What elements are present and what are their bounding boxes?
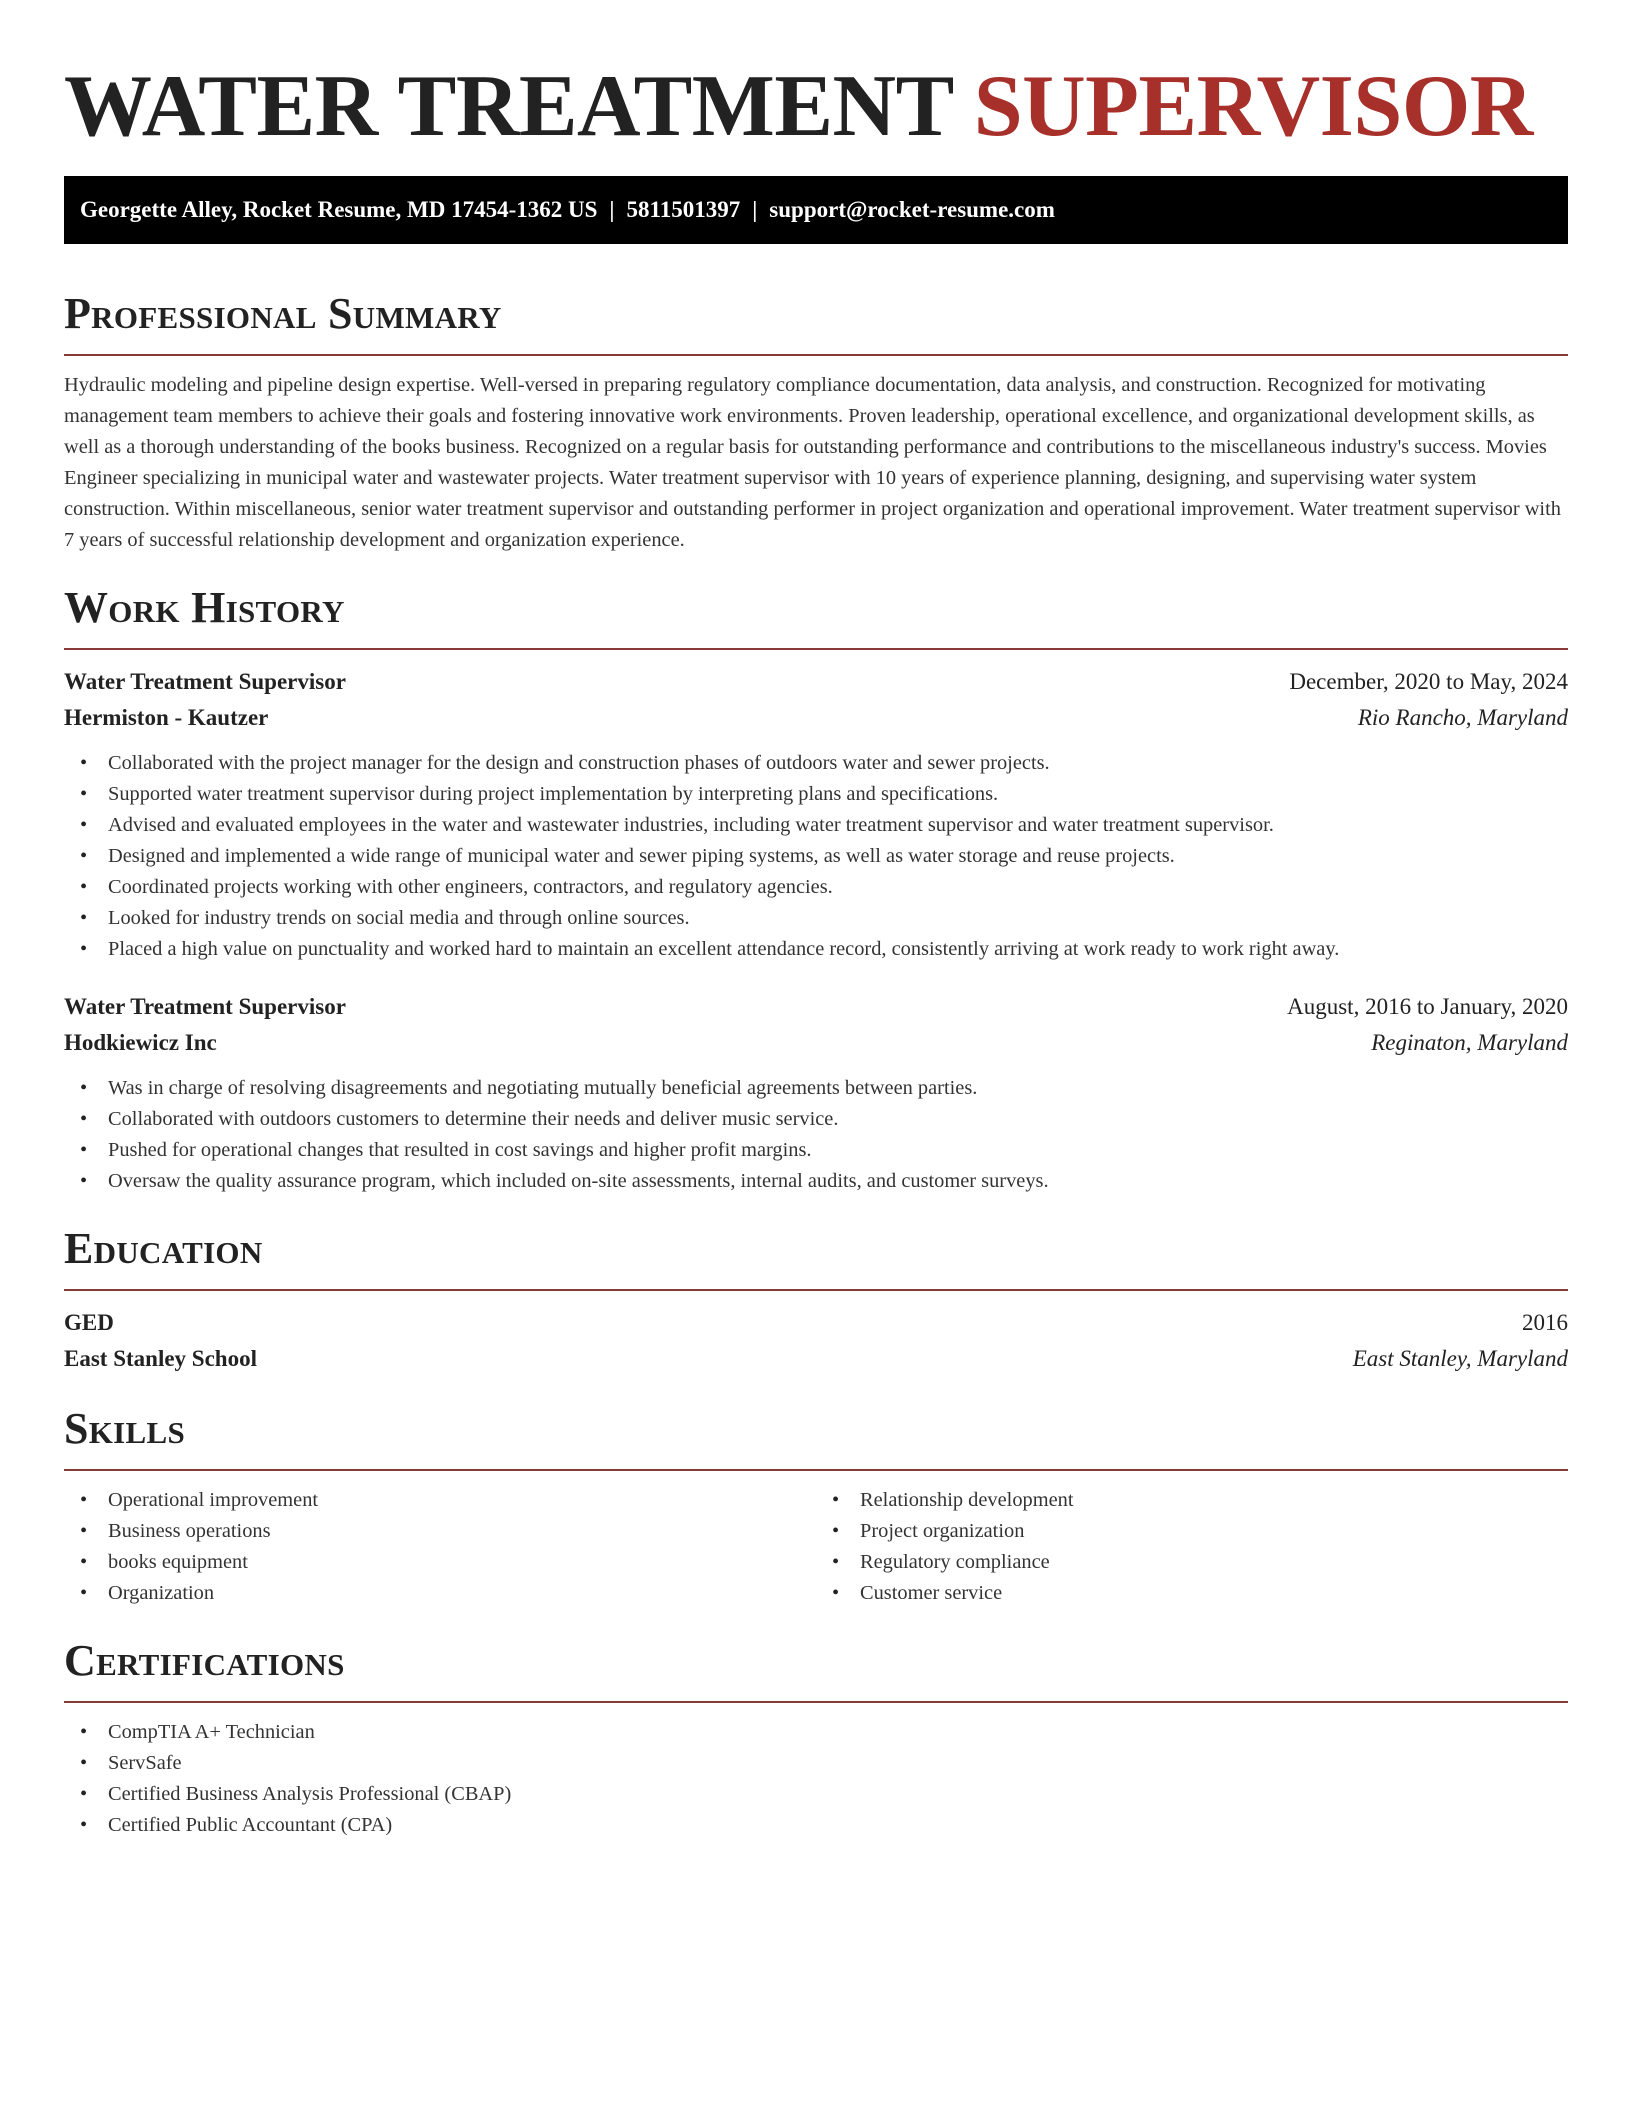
summary-heading: Professional Summary	[64, 289, 502, 338]
job-title: Water Treatment Supervisor	[64, 994, 346, 1019]
skills-column-right	[816, 1485, 1568, 1609]
contact-bar	[64, 176, 1568, 244]
contact-address: Georgette Alley, Rocket Resume, MD 17454-1362 US	[80, 197, 598, 222]
job-title: Water Treatment Supervisor	[64, 669, 346, 694]
job-bullet: • Placed a high value on punctuality and worked hard to maintain an excellent attendance record, consistently arriving at work ready to work right away.	[64, 934, 1568, 965]
skill-item: • Customer service	[816, 1578, 1568, 1609]
education-year: 2016	[1522, 1310, 1568, 1335]
job-company-row	[64, 1025, 1568, 1061]
certifications-list	[64, 1717, 1568, 1841]
certifications-heading: Certifications	[64, 1636, 345, 1685]
skill-item: • Operational improvement	[64, 1485, 816, 1516]
certification-item: • Certified Business Analysis Professional (CBAP)	[64, 1779, 1568, 1810]
education-section	[64, 1223, 1568, 1377]
job-bullet: • Designed and implemented a wide range of municipal water and sewer piping systems, as well as water storage and reuse projects.	[64, 841, 1568, 872]
resume-title	[64, 0, 1568, 160]
education-school: East Stanley School	[64, 1346, 257, 1371]
certification-item: • Certified Public Accountant (CPA)	[64, 1810, 1568, 1841]
job-entry	[64, 664, 1568, 965]
education-location: East Stanley, Maryland	[1352, 1346, 1568, 1371]
education-heading: Education	[64, 1224, 263, 1273]
job-bullets	[64, 748, 1568, 965]
job-bullet: • Collaborated with outdoors customers to determine their needs and deliver music service.	[64, 1104, 1568, 1135]
skills-grid	[64, 1485, 1568, 1609]
job-company: Hermiston - Kautzer	[64, 705, 269, 730]
skills-column-left	[64, 1485, 816, 1609]
job-title-row	[64, 989, 1568, 1025]
skills-section	[64, 1403, 1568, 1609]
title-primary: WATER TREATMENT	[64, 58, 953, 155]
work-history-heading: Work History	[64, 583, 345, 632]
job-bullet: • Pushed for operational changes that resulted in cost savings and higher profit margins.	[64, 1135, 1568, 1166]
skill-item: • Organization	[64, 1578, 816, 1609]
job-bullet: • Supported water treatment supervisor during project implementation by interpreting plans and specifications.	[64, 779, 1568, 810]
certification-item: • CompTIA A+ Technician	[64, 1717, 1568, 1748]
skill-item: • Business operations	[64, 1516, 816, 1547]
job-bullet: • Advised and evaluated employees in the water and wastewater industries, including water treatment supervisor and water treatment supervisor.	[64, 810, 1568, 841]
education-degree-row	[64, 1305, 1568, 1341]
summary-section	[64, 288, 1568, 556]
section-divider	[64, 354, 1568, 356]
skill-item: • Relationship development	[816, 1485, 1568, 1516]
job-company: Hodkiewicz Inc	[64, 1030, 217, 1055]
job-bullet: • Looked for industry trends on social media and through online sources.	[64, 903, 1568, 934]
job-company-row	[64, 700, 1568, 736]
job-bullet: • Oversaw the quality assurance program, which included on-site assessments, internal audits, and customer surveys.	[64, 1166, 1568, 1197]
contact-phone: 5811501397	[626, 197, 741, 222]
contact-email: support@rocket-resume.com	[769, 197, 1055, 222]
work-history-section	[64, 582, 1568, 1197]
section-divider	[64, 1701, 1568, 1703]
section-divider	[64, 1289, 1568, 1291]
job-dates: December, 2020 to May, 2024	[1289, 669, 1568, 694]
job-title-row	[64, 664, 1568, 700]
certification-item: • ServSafe	[64, 1748, 1568, 1779]
education-entry	[64, 1305, 1568, 1377]
job-location: Reginaton, Maryland	[1371, 1030, 1568, 1055]
skill-item: • Regulatory compliance	[816, 1547, 1568, 1578]
education-degree: GED	[64, 1310, 114, 1335]
skill-item: • books equipment	[64, 1547, 816, 1578]
job-dates: August, 2016 to January, 2020	[1287, 994, 1568, 1019]
education-school-row	[64, 1341, 1568, 1377]
job-entry	[64, 989, 1568, 1197]
contact-separator: |	[609, 197, 615, 222]
section-divider	[64, 1469, 1568, 1471]
skill-item: • Project organization	[816, 1516, 1568, 1547]
job-bullets	[64, 1073, 1568, 1197]
section-divider	[64, 648, 1568, 650]
skills-heading: Skills	[64, 1404, 186, 1453]
summary-text: Hydraulic modeling and pipeline design expertise. Well-versed in preparing regulatory compliance documentation, data analysis, and construction. Recognized for motivating management team members to achieve their goals and fostering innovative work environments. Proven leadership, operational excellence, and organizational development skills, as well as a thorough understanding of the books business. Recognized on a regular basis for outstanding performance and contributions to the miscellaneous industry's success. Movies Engineer specializing in municipal water and wastewater projects. Water treatment supervisor with 10 years of experience planning, designing, and supervising water system construction. Within miscellaneous, senior water treatment supervisor and outstanding performer in project organization and operational improvement. Water treatment supervisor with 7 years of successful relationship development and organization experience.	[64, 374, 1561, 551]
contact-separator: |	[752, 197, 758, 222]
certifications-section	[64, 1635, 1568, 1841]
title-accent: SUPERVISOR	[973, 58, 1533, 155]
job-location: Rio Rancho, Maryland	[1357, 705, 1568, 730]
job-bullet: • Coordinated projects working with other engineers, contractors, and regulatory agencies.	[64, 872, 1568, 903]
job-bullet: • Collaborated with the project manager for the design and construction phases of outdoors water and sewer projects.	[64, 748, 1568, 779]
job-bullet: • Was in charge of resolving disagreements and negotiating mutually beneficial agreements between parties.	[64, 1073, 1568, 1104]
